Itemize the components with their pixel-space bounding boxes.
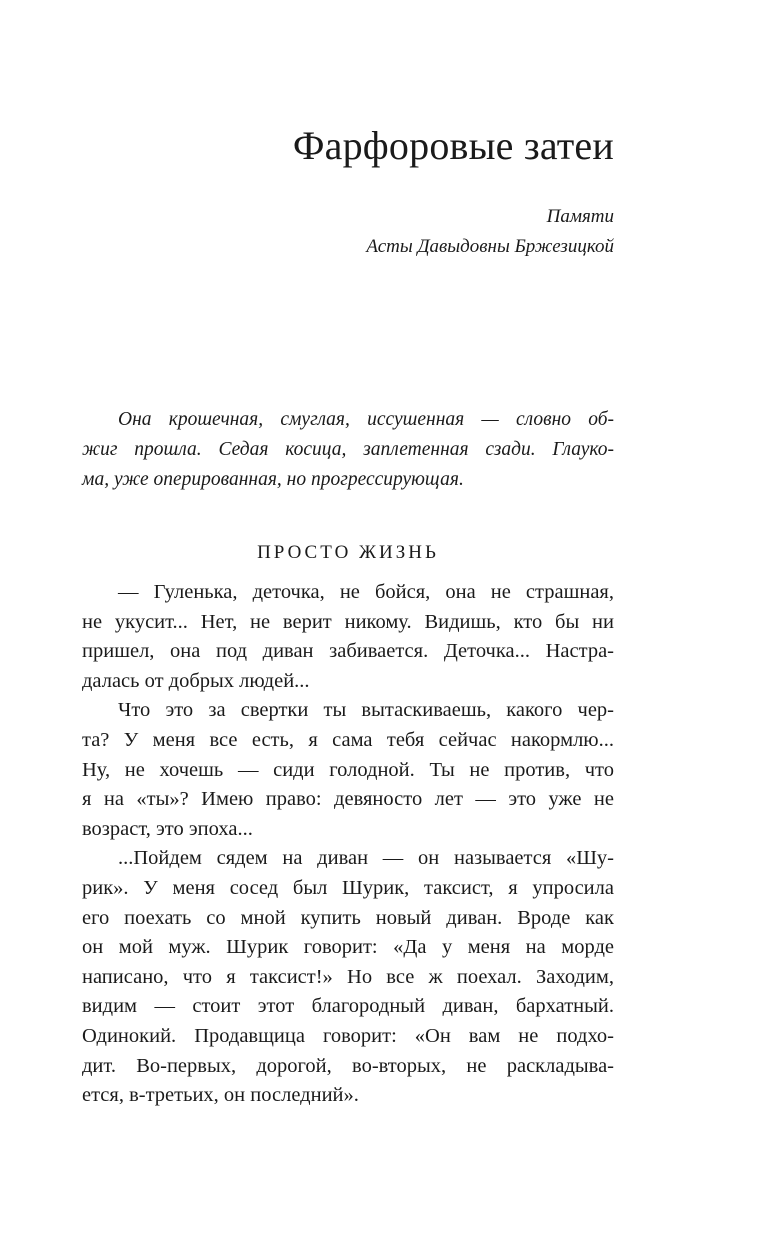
- text-line: Что это за свертки ты вытаскиваешь, какого чер-: [118, 699, 614, 722]
- text-line: он мой муж. Шурик говорит: «Да у меня на морде: [82, 936, 614, 959]
- text-line: Одинокий. Продавщица говорит: «Он вам не подхо-: [82, 1024, 614, 1047]
- text-line: возраст, это эпоха...: [82, 817, 253, 840]
- text-line: его поехать со мной купить новый диван. Вроде как: [82, 906, 614, 929]
- body-text: [82, 578, 614, 1111]
- dedication: [366, 202, 614, 262]
- dedication-line: Асты Давыдовны Бржезицкой: [366, 236, 614, 257]
- epigraph-line: жиг прошла. Седая косица, заплетенная сзади. Глауко-: [82, 439, 614, 460]
- epigraph: [82, 405, 614, 495]
- text-line: пришел, она под диван забивается. Деточка... Настра-: [82, 640, 614, 663]
- section-heading: ПРОСТО ЖИЗНЬ: [257, 542, 439, 563]
- text-line: Ну, не хочешь — сиди голодной. Ты не против, что: [82, 758, 614, 781]
- text-line: не укусит... Нет, не верит никому. Видишь, кто бы ни: [82, 610, 614, 633]
- text-line: — Гуленька, деточка, не бойся, она не страшная,: [118, 581, 614, 603]
- epigraph-line: ма, уже оперированная, но прогрессирующая.: [82, 469, 464, 490]
- epigraph-line: Она крошечная, смуглая, иссушенная — словно об-: [118, 409, 614, 430]
- text-line: ...Пойдем сядем на диван — он называется «Шу-: [118, 847, 614, 870]
- text-line: дит. Во-первых, дорогой, во-вторых, не раскладыва-: [82, 1054, 614, 1077]
- text-line: видим — стоит этот благородный диван, бархатный.: [82, 995, 614, 1018]
- chapter-title: Фарфоровые затеи: [292, 123, 614, 168]
- text-line: рик». У меня сосед был Шурик, таксист, я упросила: [82, 876, 614, 899]
- text-line: та? У меня все есть, я сама тебя сейчас накормлю...: [82, 728, 614, 751]
- text-line: ется, в-третьих, он последний».: [82, 1084, 359, 1107]
- dedication-line: Памяти: [546, 206, 614, 227]
- text-line: написано, что я таксист!» Но все ж поехал. Заходим,: [82, 965, 614, 988]
- text-line: я на «ты»? Имею право: девяносто лет — это уже не: [82, 788, 614, 811]
- text-line: далась от добрых людей...: [82, 669, 310, 692]
